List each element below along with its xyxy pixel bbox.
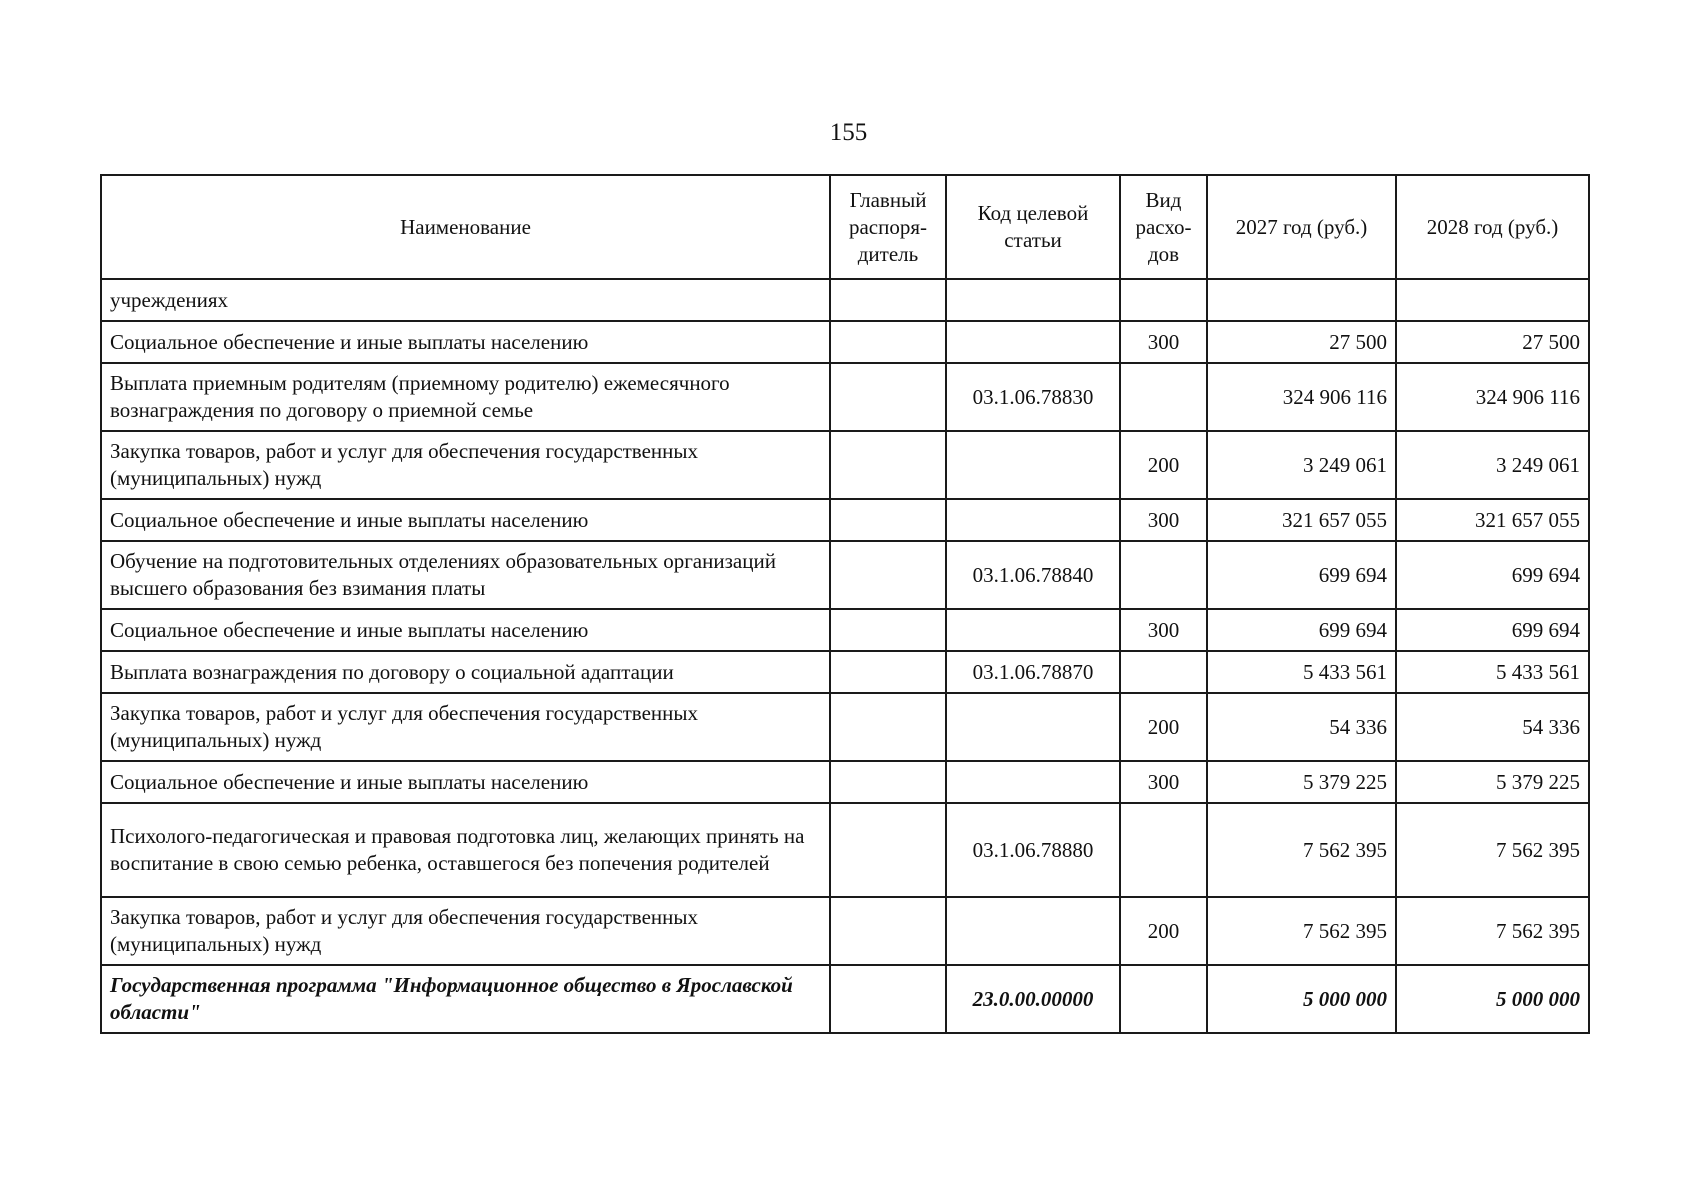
table-row: [101, 651, 1589, 693]
kind-cell: 300: [1120, 499, 1207, 541]
amount-2027-cell: 5 000 000: [1207, 965, 1396, 1033]
code-cell: [946, 499, 1120, 541]
code-cell: [946, 761, 1120, 803]
amount-2027-cell: 321 657 055: [1207, 499, 1396, 541]
name-cell: Закупка товаров, работ и услуг для обеспечения государственных (муниципальных) нужд: [101, 693, 830, 761]
amount-2028-cell: 699 694: [1396, 609, 1589, 651]
table-row: [101, 431, 1589, 499]
code-cell: [946, 321, 1120, 363]
code-cell: 03.1.06.78830: [946, 363, 1120, 431]
kind-cell: 200: [1120, 693, 1207, 761]
manager-cell: [830, 363, 946, 431]
name-cell: Выплата приемным родителям (приемному родителю) ежемесячного вознаграждения по договору о приемной семье: [101, 363, 830, 431]
manager-cell: [830, 803, 946, 897]
header-name: Наименование: [101, 175, 830, 279]
name-cell: Государственная программа "Информационное общество в Ярославской области": [101, 965, 830, 1033]
kind-cell: [1120, 651, 1207, 693]
table-row: [101, 803, 1589, 897]
table-row: [101, 499, 1589, 541]
table-row: [101, 761, 1589, 803]
code-cell: 03.1.06.78880: [946, 803, 1120, 897]
amount-2027-cell: 3 249 061: [1207, 431, 1396, 499]
name-cell: Социальное обеспечение и иные выплаты населению: [101, 321, 830, 363]
amount-2028-cell: 54 336: [1396, 693, 1589, 761]
amount-2027-cell: 54 336: [1207, 693, 1396, 761]
budget-table: [100, 174, 1590, 1034]
header-2028: 2028 год (руб.): [1396, 175, 1589, 279]
kind-cell: 300: [1120, 609, 1207, 651]
table-row: [101, 363, 1589, 431]
code-cell: [946, 279, 1120, 321]
manager-cell: [830, 541, 946, 609]
kind-cell: [1120, 363, 1207, 431]
amount-2027-cell: [1207, 279, 1396, 321]
name-cell: Социальное обеспечение и иные выплаты населению: [101, 761, 830, 803]
manager-cell: [830, 693, 946, 761]
manager-cell: [830, 279, 946, 321]
manager-cell: [830, 761, 946, 803]
name-cell: Закупка товаров, работ и услуг для обеспечения государственных (муниципальных) нужд: [101, 431, 830, 499]
name-cell: Выплата вознаграждения по договору о социальной адаптации: [101, 651, 830, 693]
name-cell: учреждениях: [101, 279, 830, 321]
code-cell: 23.0.00.00000: [946, 965, 1120, 1033]
name-cell: Социальное обеспечение и иные выплаты населению: [101, 499, 830, 541]
table-header-row: [101, 175, 1589, 279]
manager-cell: [830, 965, 946, 1033]
manager-cell: [830, 651, 946, 693]
amount-2028-cell: 3 249 061: [1396, 431, 1589, 499]
amount-2027-cell: 27 500: [1207, 321, 1396, 363]
code-cell: [946, 897, 1120, 965]
kind-cell: [1120, 279, 1207, 321]
amount-2027-cell: 5 379 225: [1207, 761, 1396, 803]
amount-2027-cell: 699 694: [1207, 609, 1396, 651]
amount-2027-cell: 324 906 116: [1207, 363, 1396, 431]
manager-cell: [830, 609, 946, 651]
manager-cell: [830, 321, 946, 363]
amount-2028-cell: 7 562 395: [1396, 897, 1589, 965]
table-row: [101, 897, 1589, 965]
amount-2027-cell: 7 562 395: [1207, 897, 1396, 965]
amount-2028-cell: [1396, 279, 1589, 321]
table-row: [101, 541, 1589, 609]
page-number: 155: [829, 119, 868, 146]
amount-2028-cell: 699 694: [1396, 541, 1589, 609]
amount-2027-cell: 7 562 395: [1207, 803, 1396, 897]
kind-cell: 300: [1120, 761, 1207, 803]
name-cell: Обучение на подготовительных отделениях образовательных организаций высшего образования без взимания платы: [101, 541, 830, 609]
kind-cell: [1120, 965, 1207, 1033]
header-2027: 2027 год (руб.): [1207, 175, 1396, 279]
amount-2028-cell: 7 562 395: [1396, 803, 1589, 897]
header-kind: Вид расхо-дов: [1120, 175, 1207, 279]
kind-cell: [1120, 541, 1207, 609]
kind-cell: 300: [1120, 321, 1207, 363]
code-cell: 03.1.06.78870: [946, 651, 1120, 693]
table-row: [101, 965, 1589, 1033]
manager-cell: [830, 431, 946, 499]
name-cell: Психолого-педагогическая и правовая подготовка лиц, желающих принять на воспитание в свою семью ребенка, оставшегося без попечения родителей: [101, 803, 830, 897]
manager-cell: [830, 499, 946, 541]
amount-2027-cell: 5 433 561: [1207, 651, 1396, 693]
kind-cell: 200: [1120, 431, 1207, 499]
kind-cell: 200: [1120, 897, 1207, 965]
amount-2028-cell: 321 657 055: [1396, 499, 1589, 541]
code-cell: [946, 693, 1120, 761]
name-cell: Социальное обеспечение и иные выплаты населению: [101, 609, 830, 651]
table-row: [101, 321, 1589, 363]
header-code: Код целевой статьи: [946, 175, 1120, 279]
code-cell: [946, 609, 1120, 651]
kind-cell: [1120, 803, 1207, 897]
table-body: [101, 279, 1589, 1033]
amount-2028-cell: 5 433 561: [1396, 651, 1589, 693]
code-cell: 03.1.06.78840: [946, 541, 1120, 609]
amount-2028-cell: 27 500: [1396, 321, 1589, 363]
amount-2028-cell: 324 906 116: [1396, 363, 1589, 431]
table-row: [101, 693, 1589, 761]
table-row: [101, 279, 1589, 321]
amount-2028-cell: 5 379 225: [1396, 761, 1589, 803]
amount-2027-cell: 699 694: [1207, 541, 1396, 609]
header-manager: Главный распоря-дитель: [830, 175, 946, 279]
name-cell: Закупка товаров, работ и услуг для обеспечения государственных (муниципальных) нужд: [101, 897, 830, 965]
code-cell: [946, 431, 1120, 499]
manager-cell: [830, 897, 946, 965]
amount-2028-cell: 5 000 000: [1396, 965, 1589, 1033]
table-row: [101, 609, 1589, 651]
